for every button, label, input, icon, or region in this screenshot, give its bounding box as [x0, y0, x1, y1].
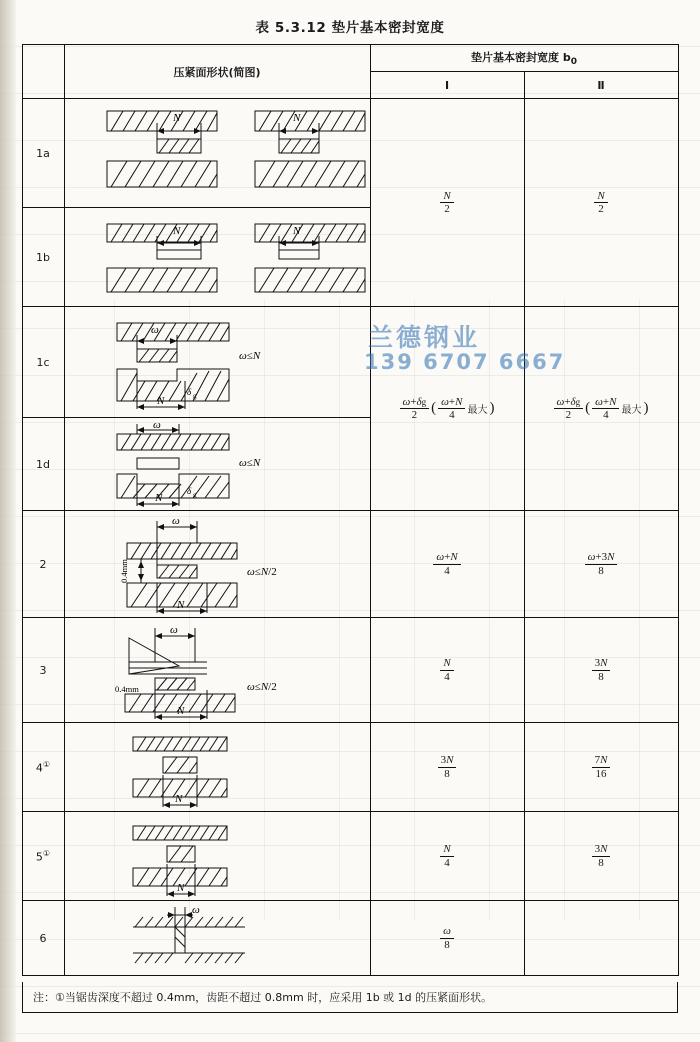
value-5-I — [370, 812, 524, 901]
fraction-3-II — [592, 657, 611, 683]
header-col-II: Ⅱ — [524, 72, 678, 99]
value-1cd-II — [524, 307, 678, 511]
fraction-3-I — [440, 657, 453, 683]
fraction-N-over-2-I — [440, 190, 453, 216]
table-header-row-1 — [22, 45, 678, 72]
fraction-2-I — [433, 551, 460, 577]
value-1ab-II — [524, 99, 678, 307]
row-id-5 — [22, 812, 64, 901]
svg-text:ω≤N: ω≤N — [239, 457, 261, 469]
figure-1a — [64, 99, 370, 208]
fraction-5-I — [440, 843, 453, 869]
table-row — [22, 307, 678, 418]
table-row — [22, 723, 678, 812]
paren-close: ) — [489, 400, 495, 416]
figure-1c-svg — [67, 309, 367, 415]
figure-1d-svg — [67, 420, 367, 508]
fraction-5-II — [592, 843, 611, 869]
svg-text:N: N — [177, 599, 185, 611]
paren-close: ) — [643, 400, 649, 416]
watermark-company: 兰德钢业 — [368, 323, 481, 352]
fraction-denominator: 2 — [411, 409, 418, 421]
value-3-II — [524, 618, 678, 723]
svg-text:ω: ω — [172, 515, 180, 527]
max-label: 最大 — [621, 405, 642, 416]
value-4-II — [524, 723, 678, 812]
row-id-2: 2 — [22, 511, 64, 618]
figure-2-svg — [67, 513, 367, 615]
fraction-4-I — [438, 754, 457, 780]
svg-text:ω≤N/2: ω≤N/2 — [247, 566, 277, 578]
fraction-4-II — [592, 754, 611, 780]
fraction-denominator: 4 — [444, 670, 450, 683]
svg-text:ω: ω — [192, 904, 200, 916]
svg-text:N: N — [175, 793, 183, 805]
fraction-numerator: ω+N — [438, 396, 465, 409]
fraction-right — [592, 396, 619, 422]
row-id-1d: 1d — [22, 418, 64, 511]
svg-text:N: N — [177, 882, 185, 894]
max-label: 最大 — [467, 405, 488, 416]
header-shape: 压紧面形状(简图) — [64, 45, 370, 99]
fraction-denominator: 4 — [444, 856, 450, 869]
figure-3-svg — [67, 620, 367, 720]
fraction-denominator: 16 — [595, 767, 607, 780]
svg-text:δ: δ — [187, 486, 192, 496]
figure-6-svg — [67, 903, 367, 973]
figure-5-svg — [67, 814, 367, 898]
header-width-group-sub: 0 — [570, 57, 577, 68]
fraction-numerator: ω+3N — [585, 551, 618, 564]
formula-1cd-II — [554, 396, 649, 422]
row-id-1b: 1b — [22, 208, 64, 307]
svg-text:ω≤N/2: ω≤N/2 — [247, 681, 277, 693]
fraction-left — [400, 396, 430, 422]
fraction-numerator: N — [440, 190, 453, 203]
fraction-numerator: N — [440, 843, 453, 856]
paren-open: ( — [431, 400, 437, 416]
row-id-6: 6 — [22, 901, 64, 976]
figure-2 — [64, 511, 370, 618]
page-title: 表 5.3.12 垫片基本密封宽度 — [255, 20, 445, 36]
figure-3 — [64, 618, 370, 723]
formula-1cd-I — [400, 396, 495, 422]
watermark-phone: 139 6707 6667 — [364, 350, 566, 374]
figure-5 — [64, 812, 370, 901]
svg-text:g: g — [193, 491, 197, 499]
fraction-denominator: 8 — [444, 938, 450, 951]
fraction-denominator: 8 — [598, 564, 604, 577]
fraction-numerator: ω+δg — [554, 396, 584, 409]
svg-text:N: N — [173, 225, 181, 237]
fraction-denominator: 2 — [444, 203, 450, 215]
fraction-denominator: 2 — [598, 203, 604, 215]
fraction-numerator: 3N — [438, 754, 457, 767]
header-width-group — [370, 45, 678, 72]
fraction-numerator: N — [594, 190, 607, 203]
row-id-5-footnote: ① — [42, 848, 51, 858]
value-2-I — [370, 511, 524, 618]
svg-text:N: N — [293, 112, 301, 124]
row-id-4-footnote: ① — [42, 759, 51, 769]
fraction-denominator: 4 — [603, 409, 609, 421]
row-id-3: 3 — [22, 618, 64, 723]
fraction-6-I — [440, 925, 454, 951]
svg-text:ω: ω — [170, 624, 178, 636]
row-id-5-text: 5 — [35, 850, 43, 864]
fraction-numerator: 3N — [592, 843, 611, 856]
svg-text:N: N — [155, 492, 163, 504]
figure-1b-svg — [67, 210, 367, 304]
fraction-2-II — [585, 551, 618, 577]
svg-text:N: N — [173, 112, 181, 124]
fraction-numerator: N — [440, 657, 453, 670]
fraction-N-over-2-II — [594, 190, 607, 216]
figure-1a-svg — [67, 101, 367, 205]
paren-open: ( — [585, 400, 591, 416]
fraction-denominator: 8 — [598, 856, 604, 869]
value-1cd-I — [370, 307, 524, 511]
fraction-denominator: 4 — [444, 564, 450, 577]
row-id-4-text: 4 — [35, 761, 43, 775]
fraction-numerator: 7N — [592, 754, 611, 767]
svg-text:ω: ω — [151, 324, 159, 336]
svg-text:0.4mm: 0.4mm — [119, 559, 129, 583]
fraction-denominator: 8 — [444, 767, 450, 780]
header-id-blank — [22, 45, 64, 99]
svg-text:g: g — [193, 392, 197, 400]
row-id-4 — [22, 723, 64, 812]
fraction-left — [554, 396, 584, 422]
row-id-1a: 1a — [22, 99, 64, 208]
row-id-1c: 1c — [22, 307, 64, 418]
svg-text:N: N — [157, 395, 165, 407]
fraction-denominator: 8 — [598, 670, 604, 683]
svg-text:0.4mm: 0.4mm — [115, 684, 139, 694]
fraction-numerator: 3N — [592, 657, 611, 670]
value-4-I — [370, 723, 524, 812]
table-footnote: 注：①当锯齿深度不超过 0.4mm，齿距不超过 0.8mm 时，应采用 1b 或 1d 的压紧面形状。 — [22, 982, 678, 1013]
value-2-II — [524, 511, 678, 618]
table-row — [22, 511, 678, 618]
figure-1b — [64, 208, 370, 307]
value-1ab-I — [370, 99, 524, 307]
figure-1c — [64, 307, 370, 418]
value-6-I — [370, 901, 524, 976]
gasket-width-table — [22, 44, 679, 976]
fraction-numerator: ω+N — [433, 551, 460, 564]
table-row — [22, 812, 678, 901]
svg-text:N: N — [177, 705, 185, 717]
value-6-II — [524, 901, 678, 976]
fraction-denominator: 4 — [449, 409, 455, 421]
fraction-numerator: ω+N — [592, 396, 619, 409]
figure-1d — [64, 418, 370, 511]
fraction-numerator: ω+δg — [400, 396, 430, 409]
table-row — [22, 901, 678, 976]
fraction-right — [438, 396, 465, 422]
fraction-denominator: 2 — [565, 409, 572, 421]
figure-4-svg — [67, 725, 367, 809]
header-width-group-label: 垫片基本密封宽度 b — [471, 50, 571, 64]
fraction-numerator: ω — [440, 925, 454, 938]
svg-text:N: N — [293, 225, 301, 237]
svg-text:δ: δ — [187, 387, 192, 397]
value-5-II — [524, 812, 678, 901]
svg-text:ω: ω — [153, 420, 161, 431]
svg-text:ω≤N: ω≤N — [239, 350, 261, 362]
figure-6 — [64, 901, 370, 976]
figure-4 — [64, 723, 370, 812]
value-3-I — [370, 618, 524, 723]
table-row — [22, 618, 678, 723]
table-row — [22, 99, 678, 208]
header-col-I: Ⅰ — [370, 72, 524, 99]
